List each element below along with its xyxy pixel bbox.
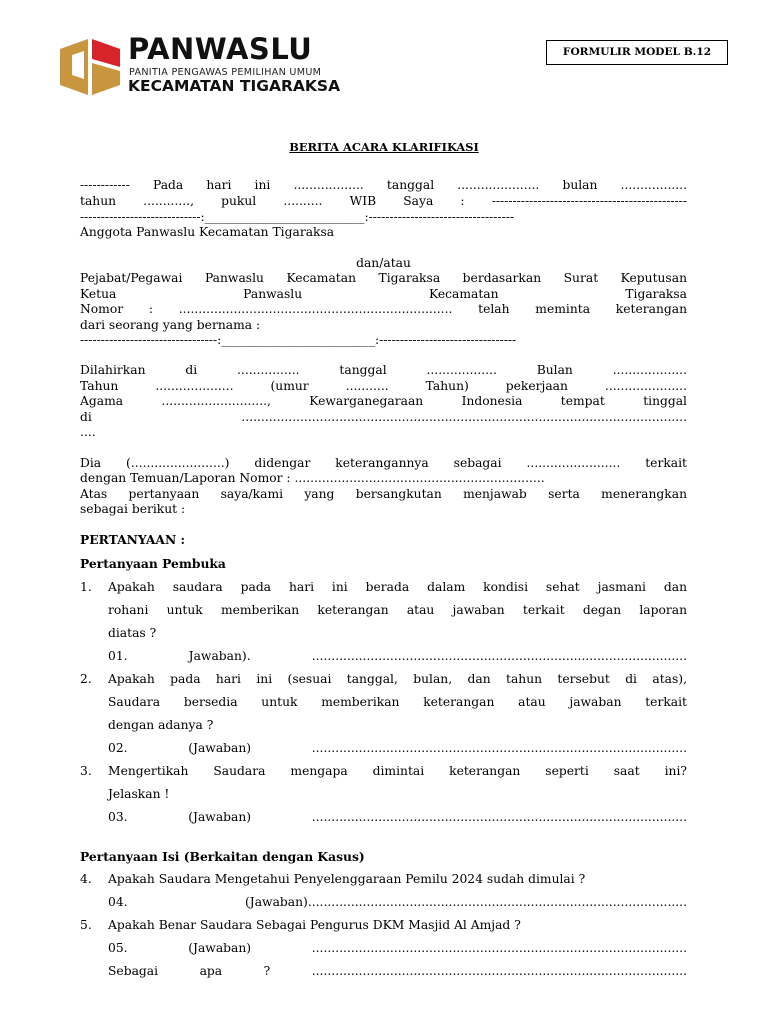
question-text: Saudara bersedia untuk memberikan keterangan atau jawaban terkait	[108, 695, 687, 709]
question-text: dengan adanya ?	[108, 718, 214, 732]
question-text: Mengertikah Saudara mengapa dimintai keterangan seperti saat ini?	[108, 764, 687, 778]
intro-line: dan/atau	[356, 256, 411, 270]
identity-line: Dilahirkan di ................ tanggal .................. Bulan ...................	[80, 363, 687, 377]
intro-line: Ketua Panwaslu Kecamatan Tigaraksa	[80, 287, 687, 301]
question-text: Apakah Benar Saudara Sebagai Pengurus DKM Masjid Al Amjad ?	[108, 918, 521, 932]
question-number: 4.	[80, 872, 92, 886]
question-number: 2.	[80, 672, 92, 686]
logo-district: KECAMATAN TIGARAKSA	[128, 77, 341, 95]
statement-line: Atas pertanyaan saya/kami yang bersangkutan menjawab serta menerangkan	[80, 487, 687, 501]
intro-line: tahun ............, pukul .......... WIB Saya : -----------------------------------------------	[80, 194, 687, 208]
answer-line: Sebagai apa ? ................................................................................................	[108, 964, 687, 978]
form-model-box: FORMULIR MODEL B.12	[546, 40, 728, 65]
content-heading: Pertanyaan Isi (Berkaitan dengan Kasus)	[80, 849, 365, 864]
intro-line: Pejabat/Pegawai Panwaslu Kecamatan Tigaraksa berdasarkan Surat Keputusan	[80, 271, 687, 285]
answer-line: 01. Jawaban). ................................................................................................	[108, 649, 687, 663]
intro-line: -----------------------------:__________________________:-----------------------------------	[80, 210, 515, 224]
question-text: Apakah Saudara Mengetahui Penyelenggaraan Pemilu 2024 sudah dimulai ?	[108, 872, 586, 886]
question-text: Apakah pada hari ini (sesuai tanggal, bulan, dan tahun tersebut di atas),	[108, 672, 687, 686]
identity-line: Tahun .................... (umur ........... Tahun) pekerjaan .....................	[80, 379, 687, 393]
question-text: Jelaskan !	[108, 787, 170, 801]
question-text: rohani untuk memberikan keterangan atau jawaban terkait degan laporan	[108, 603, 687, 617]
intro-line: ------------ Pada hari ini .................. tanggal ..................... bulan .................	[80, 178, 687, 192]
intro-line: ---------------------------------:_________________________:---------------------------------	[80, 333, 517, 347]
question-number: 5.	[80, 918, 92, 932]
identity-line: ....	[80, 425, 96, 439]
statement-line: dengan Temuan/Laporan Nomor : ................................................................	[80, 471, 545, 485]
panwaslu-emblem-icon	[58, 37, 122, 97]
logo-subtitle: PANITIA PENGAWAS PEMILIHAN UMUM	[129, 67, 322, 78]
opening-heading: Pertanyaan Pembuka	[80, 556, 226, 571]
question-text: diatas ?	[108, 626, 157, 640]
answer-line: 03. (Jawaban) ................................................................................................	[108, 810, 687, 824]
statement-line: Dia (........................) didengar keterangannya sebagai ........................ terkait	[80, 456, 687, 470]
answer-line: 02. (Jawaban) ................................................................................................	[108, 741, 687, 755]
section-heading: PERTANYAAN :	[80, 532, 186, 547]
question-text: Apakah saudara pada hari ini berada dalam kondisi sehat jasmani dan	[108, 580, 687, 594]
answer-line: 04. (Jawaban).................................................................................................	[108, 895, 687, 909]
logo-title: PANWASLU	[128, 32, 313, 66]
intro-line: Nomor : ...................................................................... telah meminta keterangan	[80, 302, 687, 316]
intro-line: Anggota Panwaslu Kecamatan Tigaraksa	[80, 225, 335, 239]
document-title: BERITA ACARA KLARIFIKASI	[289, 140, 479, 154]
panwaslu-logo	[58, 34, 368, 98]
answer-line: 05. (Jawaban) ................................................................................................	[108, 941, 687, 955]
statement-line: sebagai berikut :	[80, 502, 186, 516]
question-number: 3.	[80, 764, 92, 778]
identity-line: Agama ..........................., Kewarganegaraan Indonesia tempat tinggal	[80, 394, 687, 408]
question-number: 1.	[80, 580, 92, 594]
intro-line: dari seorang yang bernama :	[80, 318, 261, 332]
identity-line: di ..................................................................................................................	[80, 410, 687, 424]
